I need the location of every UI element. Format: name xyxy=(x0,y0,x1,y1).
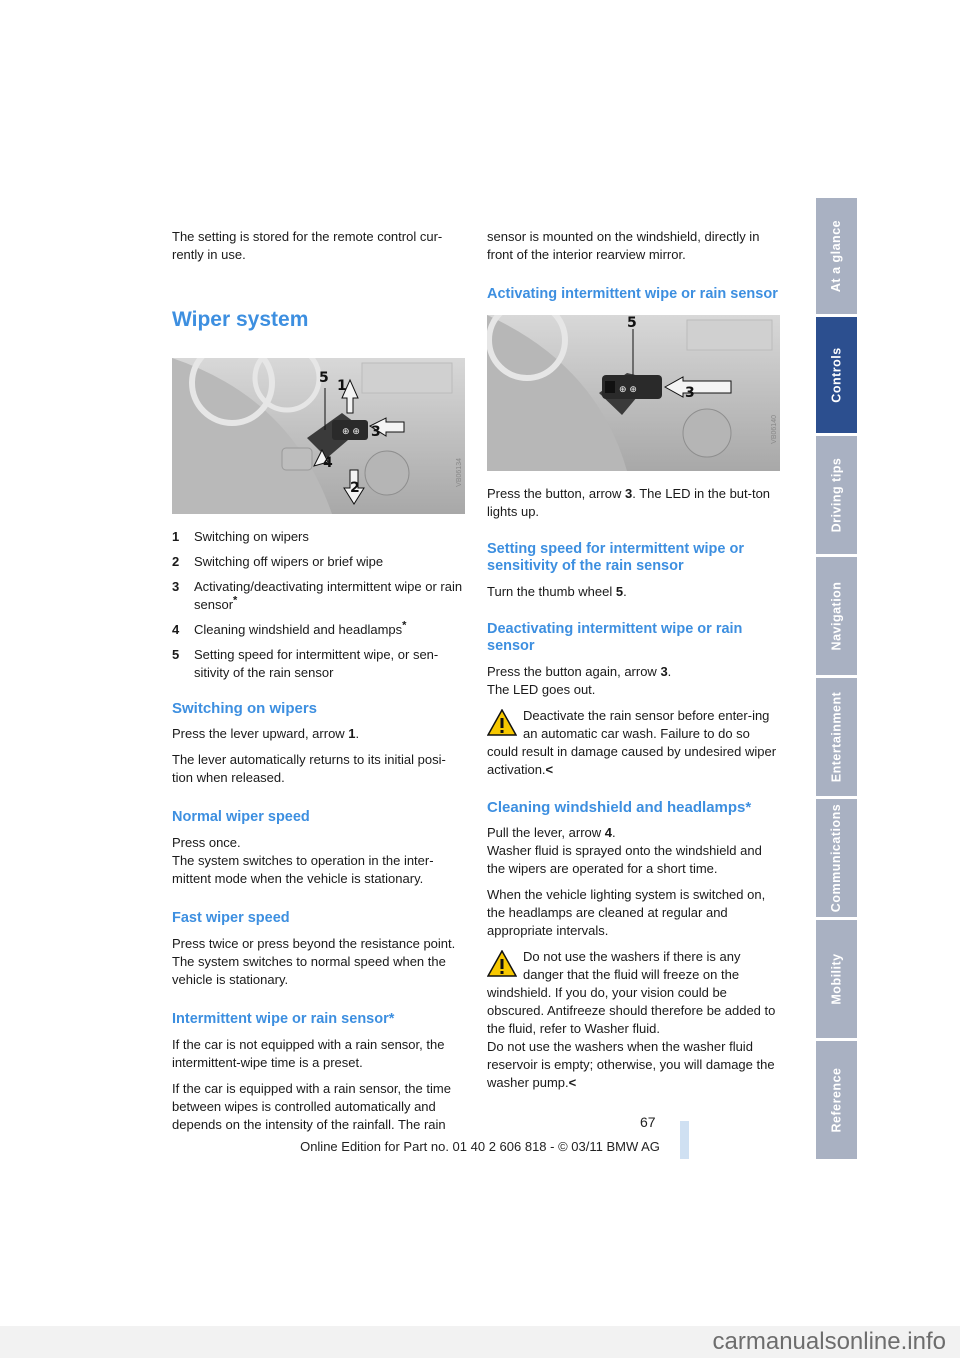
list-item: 2 Switching off wipers or brief wipe xyxy=(172,554,384,569)
end-mark: < xyxy=(568,1075,577,1090)
paragraph: The system switches to operation in the inter-mittent mode when the vehicle is stationary. xyxy=(172,853,434,886)
heading-normal-wiper-speed: Normal wiper speed xyxy=(172,809,310,825)
heading-cleaning-windshield: Cleaning windshield and headlamps* xyxy=(487,799,752,816)
paragraph: Press the button, arrow 3. The LED in the but-ton lights up. xyxy=(487,486,771,519)
figure-code: VB06134 xyxy=(456,458,463,487)
paragraph: When the vehicle lighting system is switched on, the headlamps are cleaned at regular and appropriate intervals. xyxy=(487,887,766,938)
heading-switching-on-wipers: Switching on wipers xyxy=(172,700,318,717)
svg-text:3: 3 xyxy=(371,424,381,440)
paragraph: Press the button again, arrow 3. xyxy=(487,664,672,679)
list-item: 3 Activating/deactivating intermittent wipe or rain sensor* xyxy=(172,579,463,612)
svg-text:1: 1 xyxy=(337,378,347,394)
svg-text:2: 2 xyxy=(350,480,360,496)
page-number: 67 xyxy=(640,1114,656,1130)
paragraph: Turn the thumb wheel 5. xyxy=(487,584,627,599)
paragraph: Press the lever upward, arrow 1. xyxy=(172,726,360,741)
paragraph: The LED goes out. xyxy=(487,682,596,697)
warning-note: Do not use the washers if there is any danger that the fluid will freeze on the windshield. If you do, your vision could be obscured. Antifreeze should therefore be added to the fluid, refer to Washer fluid. Do not use the washers when the washer fluid reservoir is empty; otherwise, you will damage the washer pump.< xyxy=(487,949,776,1090)
heading-setting-speed: Setting speed for intermittent wipe or sensitivity of the rain sensor xyxy=(487,541,744,574)
heading-fast-wiper-speed: Fast wiper speed xyxy=(172,910,290,926)
tab-entertainment[interactable]: Entertainment xyxy=(816,678,857,796)
paragraph: If the car is not equipped with a rain sensor, the intermittent-wipe time is a preset. xyxy=(172,1037,445,1070)
paragraph: If the car is equipped with a rain sensor, the time between wipes is controlled automatically and depends on the intensity of the rainfall. The rain xyxy=(172,1081,451,1132)
heading-deactivating-intermittent: Deactivating intermittent wipe or rain sensor xyxy=(487,621,743,654)
footer: Online Edition for Part no. 01 40 2 606 818 - © 03/11 BMW AG xyxy=(300,1139,660,1154)
figure-code: VB06140 xyxy=(771,415,778,444)
paragraph: Pull the lever, arrow 4. xyxy=(487,825,616,840)
option-star-icon: * xyxy=(402,619,407,632)
svg-text:5: 5 xyxy=(627,315,637,331)
left-column xyxy=(172,228,466,1142)
end-mark: < xyxy=(545,762,554,777)
svg-text:4: 4 xyxy=(323,455,333,471)
paragraph: Press once. xyxy=(172,835,241,850)
list-item: 5 Setting speed for intermittent wipe, or sen-sitivity of the rain sensor xyxy=(172,647,439,680)
paragraph: sensor is mounted on the windshield, directly in front of the interior rearview mirror. xyxy=(487,229,760,262)
heading-intermittent-wipe: Intermittent wipe or rain sensor* xyxy=(172,1011,395,1027)
heading-activating-intermittent: Activating intermittent wipe or rain sensor xyxy=(487,286,778,302)
wiper-lever-figure xyxy=(172,358,465,514)
svg-text:5: 5 xyxy=(319,370,329,386)
section-title-wiper-system: Wiper system xyxy=(172,308,309,331)
tab-navigation[interactable]: Navigation xyxy=(816,557,857,675)
warning-note: Deactivate the rain sensor before enter-ing an automatic car wash. Failure to do so could result in damage caused by undesired wiper activation.< xyxy=(487,708,777,777)
tab-at-a-glance[interactable]: At a glance xyxy=(816,198,857,314)
legend-list xyxy=(172,528,466,682)
intro-text: The setting is stored for the remote control cur-rently in use. xyxy=(172,229,443,262)
option-star-icon: * xyxy=(233,594,238,607)
right-column xyxy=(487,228,781,1100)
paragraph: The system switches to normal speed when the vehicle is stationary. xyxy=(172,954,446,987)
warning-triangle-icon xyxy=(487,709,517,736)
tab-reference[interactable]: Reference xyxy=(816,1041,857,1159)
svg-text:⊕ ⊕: ⊕ ⊕ xyxy=(342,427,360,437)
warning-triangle-icon xyxy=(487,950,517,977)
tab-communications[interactable]: Communications xyxy=(816,799,857,917)
button-figure xyxy=(487,315,780,471)
svg-text:3: 3 xyxy=(685,385,695,401)
tab-driving-tips[interactable]: Driving tips xyxy=(816,436,857,554)
tab-controls[interactable]: Controls xyxy=(816,317,857,433)
paragraph: Press twice or press beyond the resistance point. xyxy=(172,936,456,951)
svg-text:⊕ ⊕: ⊕ ⊕ xyxy=(619,385,637,395)
paragraph: Washer fluid is sprayed onto the windshield and the wipers are operated for a short time. xyxy=(487,843,762,876)
list-item: 1 Switching on wipers xyxy=(172,529,309,544)
watermark: carmanualsonline.info xyxy=(0,1326,960,1358)
list-item: 4 Cleaning windshield and headlamps* xyxy=(172,619,407,637)
paragraph: The lever automatically returns to its initial posi-tion when released. xyxy=(172,752,446,785)
tab-mobility[interactable]: Mobility xyxy=(816,920,857,1038)
